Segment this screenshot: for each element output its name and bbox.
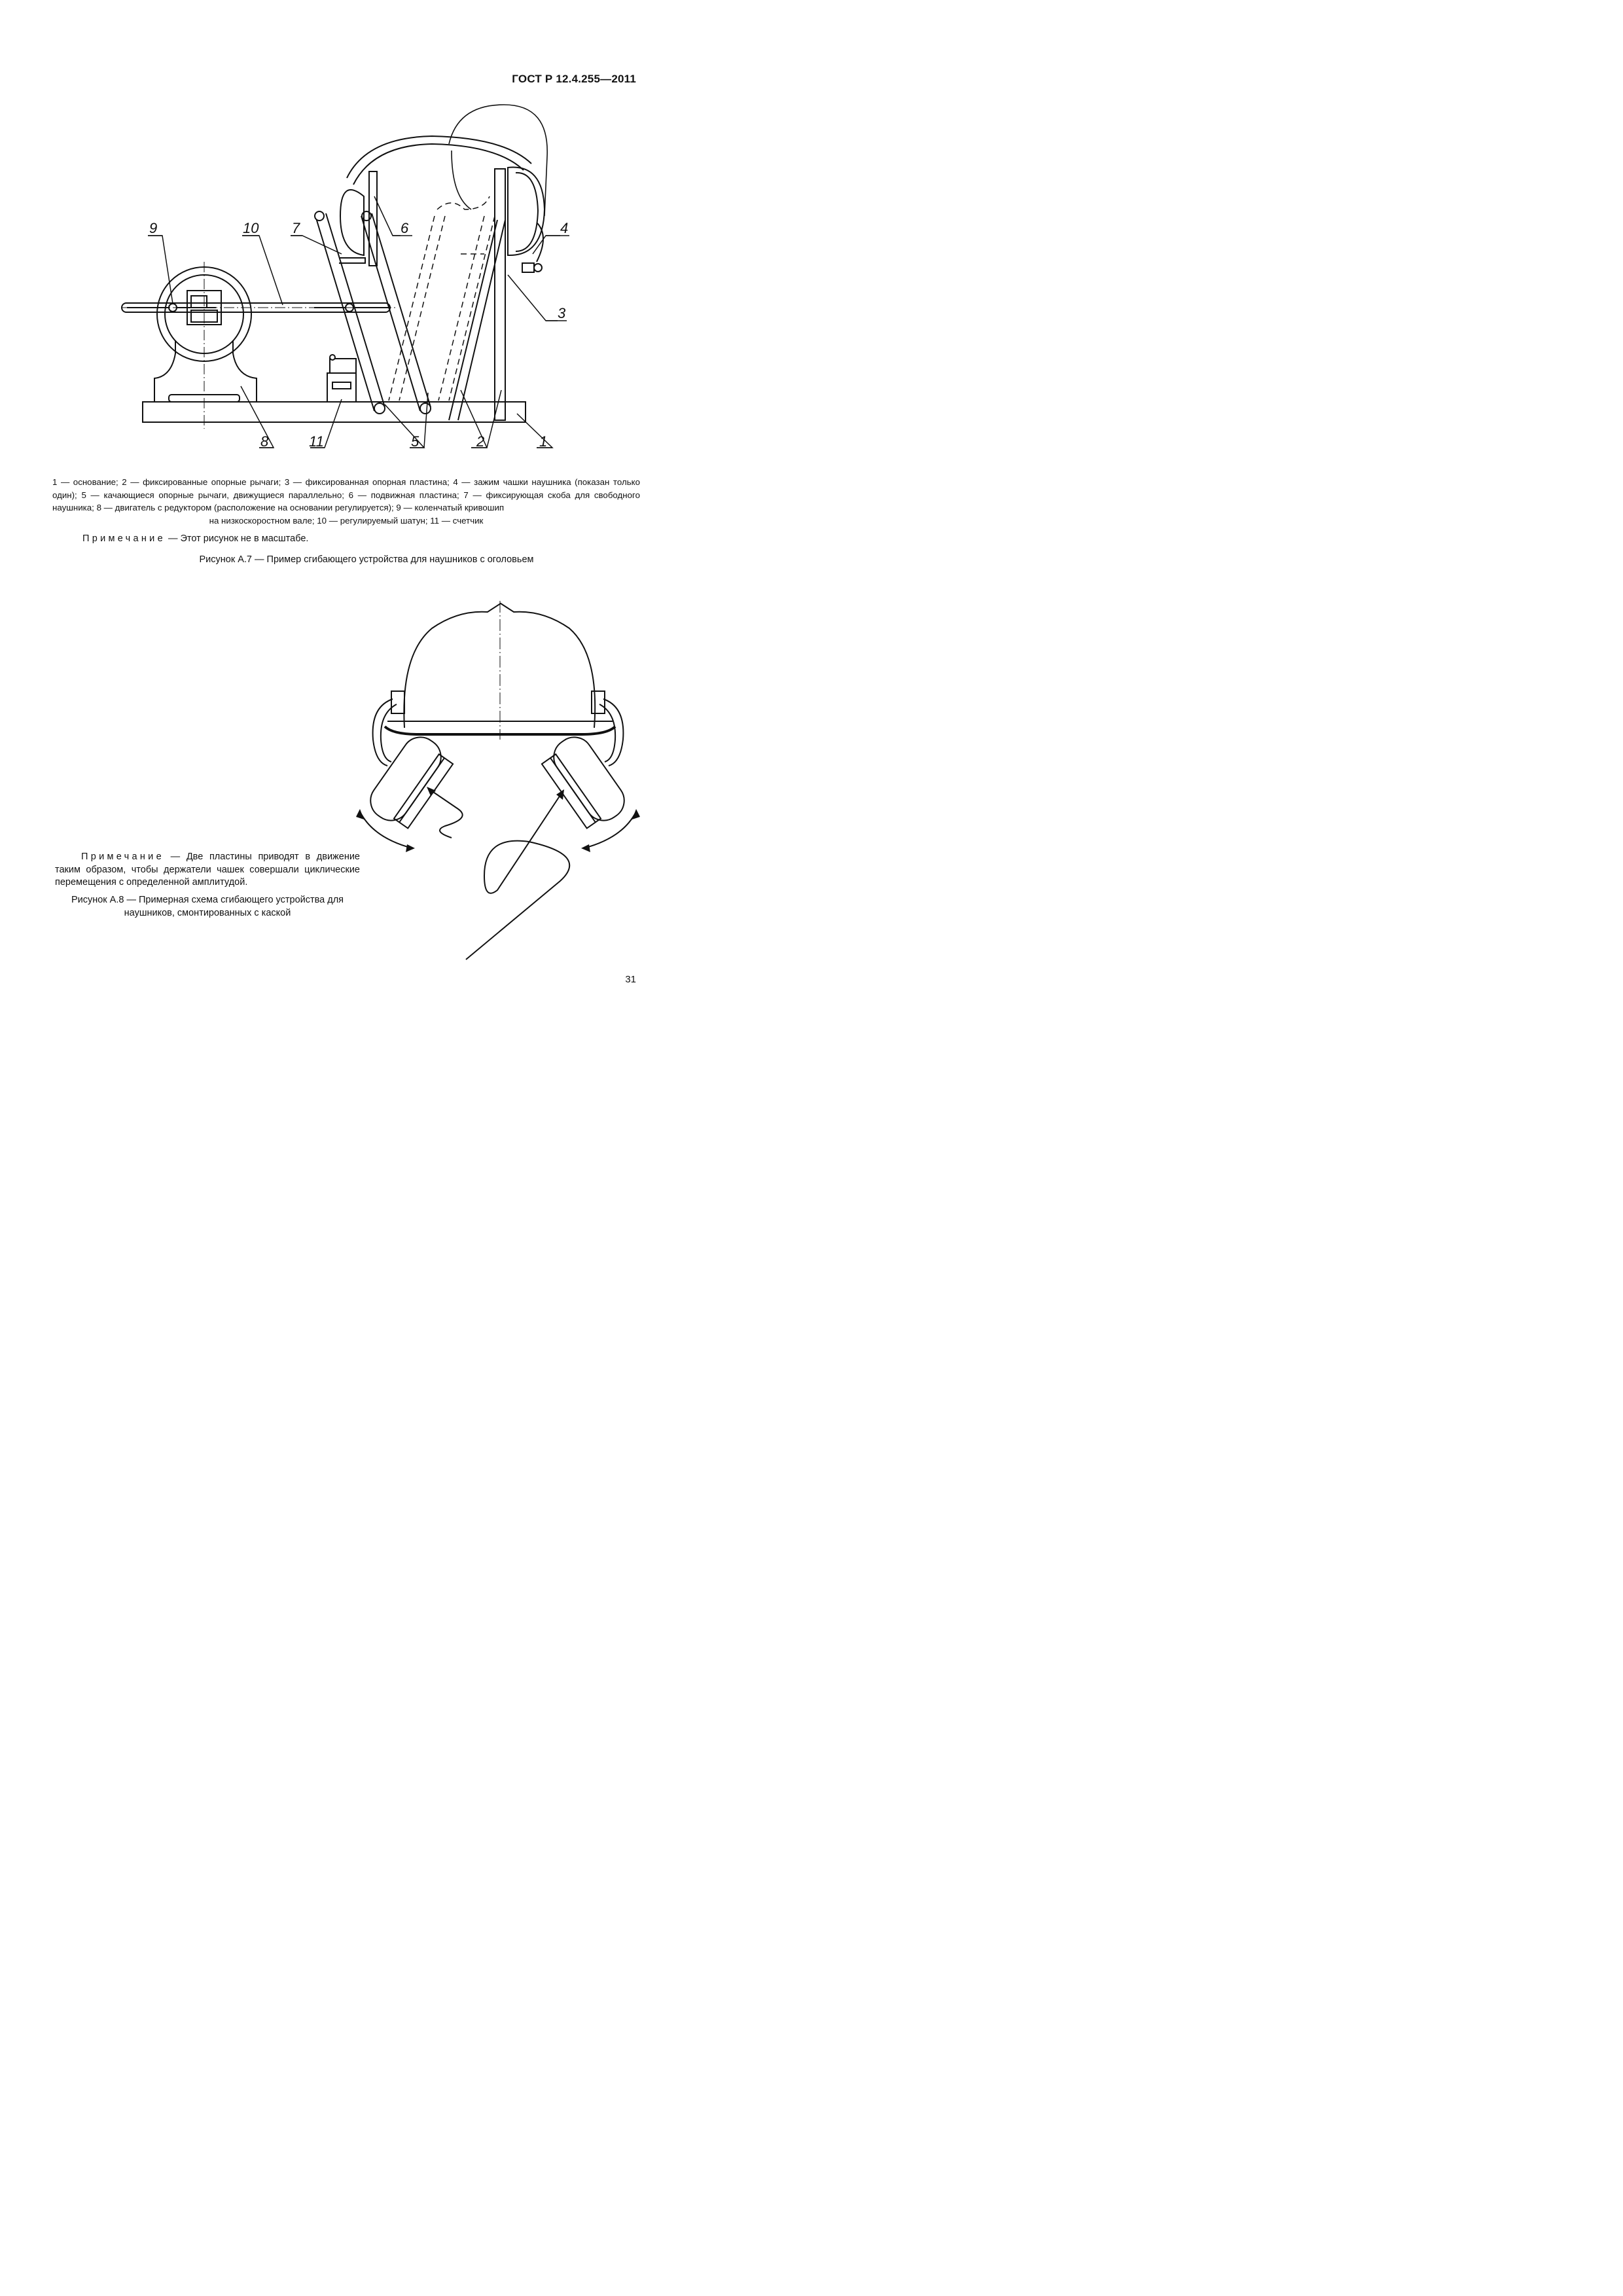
label-5: 5 — [411, 433, 419, 450]
label-8: 8 — [260, 433, 269, 450]
label-2: 2 — [476, 433, 485, 450]
helmet-dome — [404, 603, 595, 728]
legend-last-line: на низкоскоростном вале; 10 — регулируемый шатун; 11 — счетчик — [209, 515, 484, 526]
figure-a8-note — [55, 851, 360, 889]
label-3: 3 — [558, 305, 566, 321]
page-number: 31 — [625, 974, 636, 985]
note-text: — Две пластины приводят в движение таким образом, чтобы держатели чашек совершали циклические перемещения с определенной амплитудой. — [55, 852, 360, 888]
figure-a7-caption: Рисунок А.7 — Пример сгибающего устройства для наушников с оголовьем — [199, 554, 534, 565]
note-label: Примечание — [82, 533, 166, 544]
document-header: ГОСТ Р 12.4.255—2011 — [512, 73, 636, 85]
label-7: 7 — [292, 220, 300, 236]
figure-a8-caption: Рисунок А.8 — Примерная схема сгибающего устройства для наушников, смонтированных с каской — [71, 895, 344, 918]
label-11: 11 — [309, 433, 324, 450]
note-label: Примечание — [81, 852, 164, 862]
label-10: 10 — [243, 220, 259, 236]
label-6: 6 — [401, 220, 409, 236]
label-9: 9 — [149, 220, 158, 236]
legend-text: 1 — основание; 2 — фиксированные опорные рычаги; 3 — фиксированная опорная пластина; 4 — зажим чашки наушника (показан только один); 5 — качающиеся опорные рычаги, движущиеся параллельно; 6 — подвижная пластина; 7 — фиксирующая скоба для свободного наушника; 8 — двигатель с редуктором (расположение на основании регулируется); 9 — коленчатый кривошип — [52, 477, 640, 512]
label-4: 4 — [560, 220, 569, 236]
label-1: 1 — [539, 433, 548, 450]
note-text: — Этот рисунок не в масштабе. — [165, 533, 309, 544]
